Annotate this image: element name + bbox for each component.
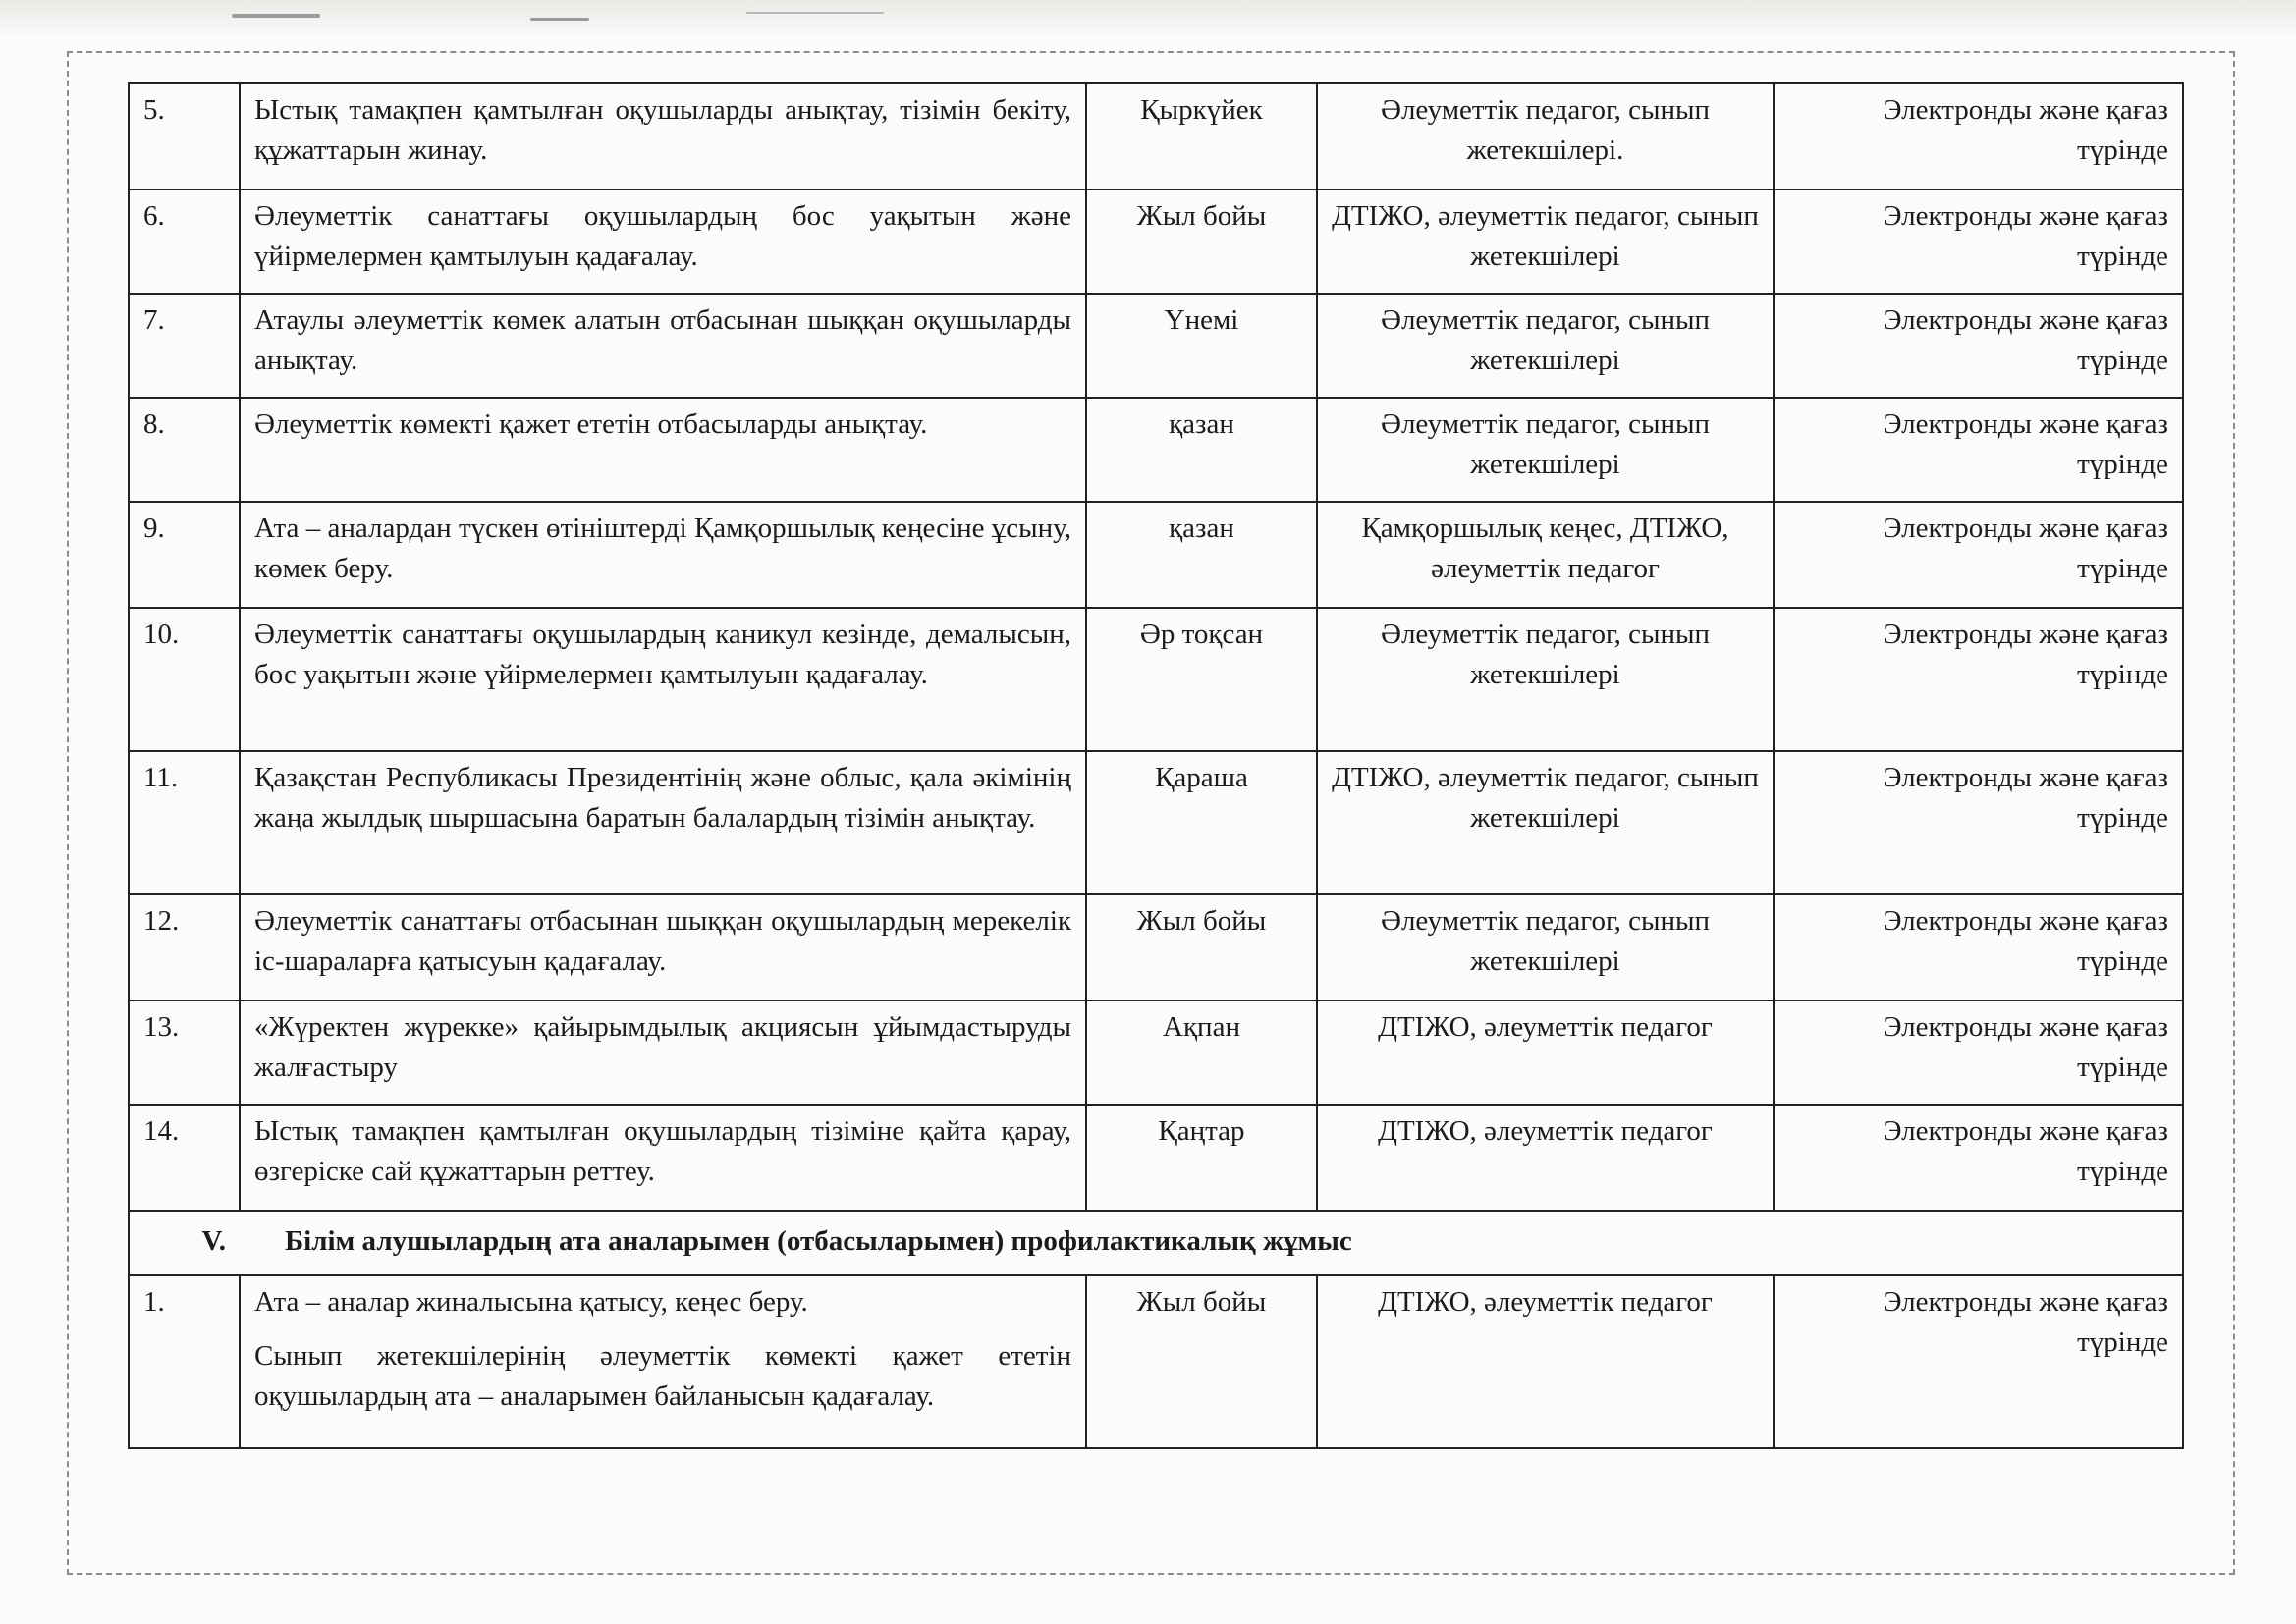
deadline-cell: Ақпан	[1086, 1001, 1317, 1105]
row-number: 14.	[129, 1105, 240, 1211]
row-number: 9.	[129, 502, 240, 608]
responsible-cell: Әлеуметтік педагог, сынып жетекшілері.	[1317, 83, 1774, 189]
deadline-cell: қазан	[1086, 502, 1317, 608]
deadline-cell: Әр тоқсан	[1086, 608, 1317, 751]
form-cell: Электронды және қағаз түрінде	[1774, 294, 2183, 398]
form-cell: Электронды және қағаз түрінде	[1774, 502, 2183, 608]
deadline-cell: Үнемі	[1086, 294, 1317, 398]
form-cell: Электронды және қағаз түрінде	[1774, 189, 2183, 294]
form-cell: Электронды және қағаз түрінде	[1774, 398, 2183, 502]
responsible-cell: ДТІЖО, әлеуметтік педагог, сынып жетекшілері	[1317, 189, 1774, 294]
responsible-cell: ДТІЖО, әлеуметтік педагог	[1317, 1105, 1774, 1211]
responsible-cell: Әлеуметтік педагог, сынып жетекшілері	[1317, 894, 1774, 1001]
responsible-cell: ДТІЖО, әлеуметтік педагог	[1317, 1001, 1774, 1105]
activity-cell: Атаулы әлеуметтік көмек алатын отбасынан шыққан оқушыларды анықтау.	[240, 294, 1086, 398]
table-row	[129, 1275, 2183, 1448]
scan-edge	[0, 0, 2296, 33]
row-number: 12.	[129, 894, 240, 1001]
activity-cell: Әлеуметтік санаттағы отбасынан шыққан оқушылардың мерекелік іс-шараларға қатысуын қадағалау.	[240, 894, 1086, 1001]
row-number: 8.	[129, 398, 240, 502]
activity-paragraph: Сынып жетекшілерінің әлеуметтік көмекті қажет ететін оқушылардың ата – аналарымен байланысын қадағалау.	[254, 1340, 1071, 1413]
table-row	[129, 502, 2183, 608]
section-number: V.	[201, 1225, 226, 1257]
table-row	[129, 83, 2183, 189]
deadline-cell: қазан	[1086, 398, 1317, 502]
table-row	[129, 1001, 2183, 1105]
responsible-cell: Әлеуметтік педагог, сынып жетекшілері	[1317, 608, 1774, 751]
form-cell: Электронды және қағаз түрінде	[1774, 751, 2183, 894]
form-cell: Электронды және қағаз түрінде	[1774, 83, 2183, 189]
row-number: 5.	[129, 83, 240, 189]
activity-cell: «Жүректен жүрекке» қайырымдылық акциясын ұйымдастыруды жалғастыру	[240, 1001, 1086, 1105]
scan-smudge	[530, 18, 589, 21]
form-cell: Электронды және қағаз түрінде	[1774, 1001, 2183, 1105]
form-cell: Электронды және қағаз түрінде	[1774, 1105, 2183, 1211]
deadline-cell: Қараша	[1086, 751, 1317, 894]
scan-smudge	[746, 12, 884, 14]
activity-cell: Әлеуметтік санаттағы оқушылардың бос уақытын және үйірмелермен қамтылуын қадағалау.	[240, 189, 1086, 294]
table-row	[129, 398, 2183, 502]
activity-cell: Әлеуметтік санаттағы оқушылардың каникул кезінде, демалысын, бос уақытын және үйірмелермен қамтылуын қадағалау.	[240, 608, 1086, 751]
form-cell: Электронды және қағаз түрінде	[1774, 894, 2183, 1001]
activity-cell: Ыстық тамақпен қамтылған оқушыларды анықтау, тізімін бекіту, құжаттарын жинау.	[240, 83, 1086, 189]
section-header	[129, 1211, 2183, 1275]
row-number: 6.	[129, 189, 240, 294]
table-row	[129, 751, 2183, 894]
deadline-cell: Жыл бойы	[1086, 1275, 1317, 1448]
form-cell: Электронды және қағаз түрінде	[1774, 1275, 2183, 1448]
activity-cell: Әлеуметтік көмекті қажет ететін отбасыларды анықтау.	[240, 398, 1086, 502]
activity-cell: Қазақстан Республикасы Президентінің және облыс, қала әкімінің жаңа жылдық шыршасына баратын балалардың тізімін анықтау.	[240, 751, 1086, 894]
activity-paragraph: Ата – аналар жиналысына қатысу, кеңес беру.	[254, 1286, 808, 1318]
row-number: 11.	[129, 751, 240, 894]
table-row	[129, 189, 2183, 294]
deadline-cell: Жыл бойы	[1086, 894, 1317, 1001]
activity-cell: Ата – аналардан түскен өтініштерді Қамқоршылық кеңесіне ұсыну, көмек беру.	[240, 502, 1086, 608]
activity-cell	[240, 1275, 1086, 1448]
table-row	[129, 608, 2183, 751]
deadline-cell: Қаңтар	[1086, 1105, 1317, 1211]
activity-table	[128, 82, 2184, 1449]
row-number: 13.	[129, 1001, 240, 1105]
row-number: 1.	[129, 1275, 240, 1448]
responsible-cell: Қамқоршылық кеңес, ДТІЖО, әлеуметтік педагог	[1317, 502, 1774, 608]
form-cell: Электронды және қағаз түрінде	[1774, 608, 2183, 751]
responsible-cell: ДТІЖО, әлеуметтік педагог	[1317, 1275, 1774, 1448]
responsible-cell: Әлеуметтік педагог, сынып жетекшілері	[1317, 294, 1774, 398]
table-row	[129, 1105, 2183, 1211]
row-number: 10.	[129, 608, 240, 751]
scan-smudge	[232, 14, 320, 18]
responsible-cell: ДТІЖО, әлеуметтік педагог, сынып жетекшілері	[1317, 751, 1774, 894]
responsible-cell: Әлеуметтік педагог, сынып жетекшілері	[1317, 398, 1774, 502]
section-header-row	[129, 1211, 2183, 1275]
deadline-cell: Қыркүйек	[1086, 83, 1317, 189]
table-row	[129, 294, 2183, 398]
row-number: 7.	[129, 294, 240, 398]
section-title: Білім алушылардың ата аналарымен (отбасыларымен) профилактикалық жұмыс	[285, 1225, 1352, 1257]
table-row	[129, 894, 2183, 1001]
activity-cell: Ыстық тамақпен қамтылған оқушылардың тізіміне қайта қарау, өзгеріске сай құжаттарын реттеу.	[240, 1105, 1086, 1211]
deadline-cell: Жыл бойы	[1086, 189, 1317, 294]
